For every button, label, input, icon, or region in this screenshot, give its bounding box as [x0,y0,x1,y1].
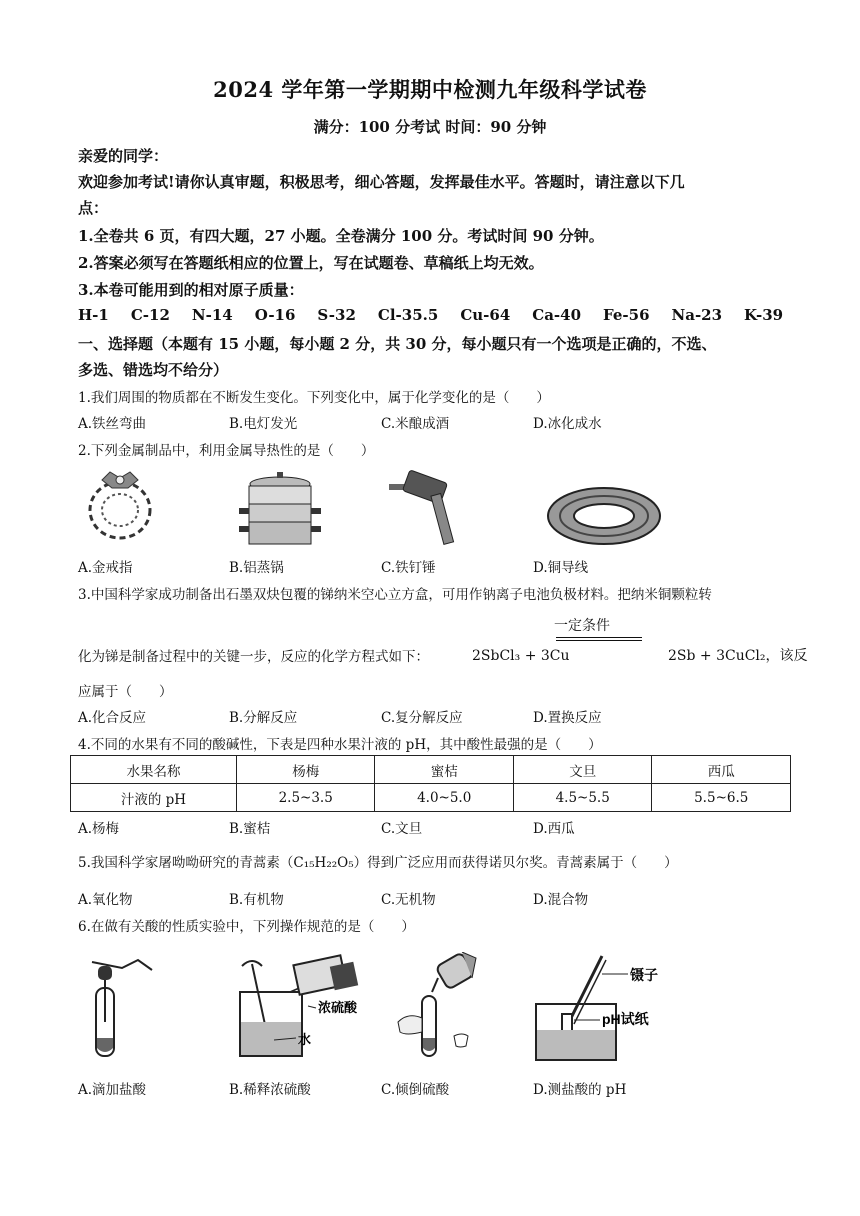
atom-mass: Na-23 [671,306,723,324]
atomic-masses [78,306,805,324]
q1-option-d: D.冰化成水 [533,416,602,432]
measuring-ph-figure [532,952,682,1064]
water-label: 水 [298,1032,312,1047]
q4-option-d: D.西瓜 [533,821,575,837]
section-1-heading: 一、选择题（本题有 15 小题，每小题 2 分，共 30 分，每小题只有一个选项是正确的，不选、 [78,335,717,353]
q5-option-b: B.有机物 [229,892,284,908]
table-cell: 4.0~5.0 [375,784,514,812]
q5-option-a: A.氧化物 [78,892,133,908]
ph-paper-label: pH试纸 [602,1011,649,1027]
atom-mass: Cl-35.5 [377,306,439,324]
q3-stem-line-2-end: ，该反 [765,648,808,664]
welcome-line-2: 点： [78,199,109,217]
fruit-ph-table [70,755,791,812]
q6-option-a: A.滴加盐酸 [78,1082,147,1098]
table-row [71,784,791,812]
table-header-cell: 杨梅 [236,756,375,784]
welcome-line-1: 欢迎参加考试!请你认真审题，积极思考，细心答题，发挥最佳水平。答题时，请注意以下几 [78,173,685,191]
equation-equals-sign [556,637,642,641]
q3-stem-line-1: 3.中国科学家成功制备出石墨双炔包覆的锑纳米空心立方盒，可用作钠离子电池负极材料。把纳米铜颗粒转 [78,587,712,603]
iron-hammer-image [385,468,475,548]
q3-stem-line-2: 化为锑是制备过程中的关键一步，反应的化学方程式如下： [78,649,429,665]
exam-title: 2024 学年第一学期期中检测九年级科学试卷 [213,77,647,102]
q6-option-c: C.倾倒硫酸 [381,1082,450,1098]
q1-option-c: C.米酿成酒 [381,416,450,432]
tweezers-label: 镊子 [630,967,658,983]
q5-stem [78,851,678,871]
q4-option-b: B.蜜桔 [229,821,271,837]
q1-stem: 1.我们周围的物质都在不断发生变化。下列变化中，属于化学变化的是（ ） [78,390,550,406]
q5-option-c: C.无机物 [381,892,436,908]
atom-mass: O-16 [254,306,296,324]
q3-option-c: C.复分解反应 [381,710,463,726]
q3-stem-line-3: 应属于（ ） [78,684,173,700]
q3-option-b: B.分解反应 [229,710,298,726]
atom-mass: Cu-64 [460,306,511,324]
dropping-acid-figure [78,952,158,1064]
q5-stem-start: 5.我国科学家屠呦呦研究的青蒿素（ [78,855,294,871]
table-cell: 汁液的 pH [71,784,237,812]
gold-ring-image [80,468,160,546]
table-cell: 4.5~5.5 [513,784,652,812]
q6-stem: 6.在做有关酸的性质实验中，下列操作规范的是（ ） [78,919,415,935]
rule-2: 2.答案必须写在答题纸相应的位置上，写在试题卷、草稿纸上均无效。 [78,254,544,272]
q6-option-d: D.测盐酸的 pH [533,1082,627,1098]
pouring-acid-figure [392,952,492,1064]
diluting-acid-figure [234,952,364,1064]
atom-mass: H-1 [78,306,109,324]
q5-option-d: D.混合物 [533,892,589,908]
q2-stem: 2.下列金属制品中，利用金属导热性的是（ ） [78,443,375,459]
q2-option-a: A.金戒指 [78,560,133,576]
table-header-cell: 蜜桔 [375,756,514,784]
equation-products: 2Sb + 3CuCl₂ [667,648,766,664]
equation-reactants: 2SbCl₃ + 3Cu [472,648,570,664]
table-row [71,756,791,784]
atom-mass: C-12 [130,306,170,324]
atom-mass: Ca-40 [532,306,582,324]
copper-wire-image [544,478,664,548]
table-header-cell: 文旦 [513,756,652,784]
atom-mass: K-39 [744,306,784,324]
atom-mass: S-32 [317,306,356,324]
section-1-heading-cont: 多选、错选均不给分） [78,361,229,379]
q6-option-b: B.稀释浓硫酸 [229,1082,311,1098]
table-cell: 5.5~6.5 [652,784,791,812]
q3-option-a: A.化合反应 [78,710,147,726]
exam-subtitle: 满分：100 分考试 时间：90 分钟 [313,118,547,136]
q4-option-c: C.文旦 [381,821,423,837]
q5-stem-end: ）得到广泛应用而获得诺贝尔奖。青蒿素属于（ ） [353,855,678,871]
aluminum-steamer-image [235,470,325,550]
table-header-cell: 水果名称 [71,756,237,784]
greeting: 亲爱的同学： [78,147,169,165]
rule-3: 3.本卷可能用到的相对原子质量： [78,281,304,299]
atom-mass: Fe-56 [603,306,650,324]
q1-option-b: B.电灯发光 [229,416,298,432]
table-header-cell: 西瓜 [652,756,791,784]
q4-option-a: A.杨梅 [78,821,120,837]
concentrated-sulfuric-acid-label: 浓硫酸 [318,1000,358,1015]
artemisinin-formula: C₁₅H₂₂O₅ [293,855,354,871]
q3-option-d: D.置换反应 [533,710,602,726]
q1-option-a: A.铁丝弯曲 [78,416,147,432]
equation-condition: 一定条件 [554,618,610,634]
atom-mass: N-14 [191,306,233,324]
table-cell: 2.5~3.5 [236,784,375,812]
q2-option-d: D.铜导线 [533,560,589,576]
chemical-equation [472,618,808,665]
q2-option-b: B.铝蒸锅 [229,560,284,576]
rule-1: 1.全卷共 6 页，有四大题，27 小题。全卷满分 100 分。考试时间 90 分钟。 [78,227,604,245]
q2-option-c: C.铁钉锤 [381,560,436,576]
q4-stem: 4.不同的水果有不同的酸碱性，下表是四种水果汁液的 pH，其中酸性最强的是（ ） [78,737,602,753]
